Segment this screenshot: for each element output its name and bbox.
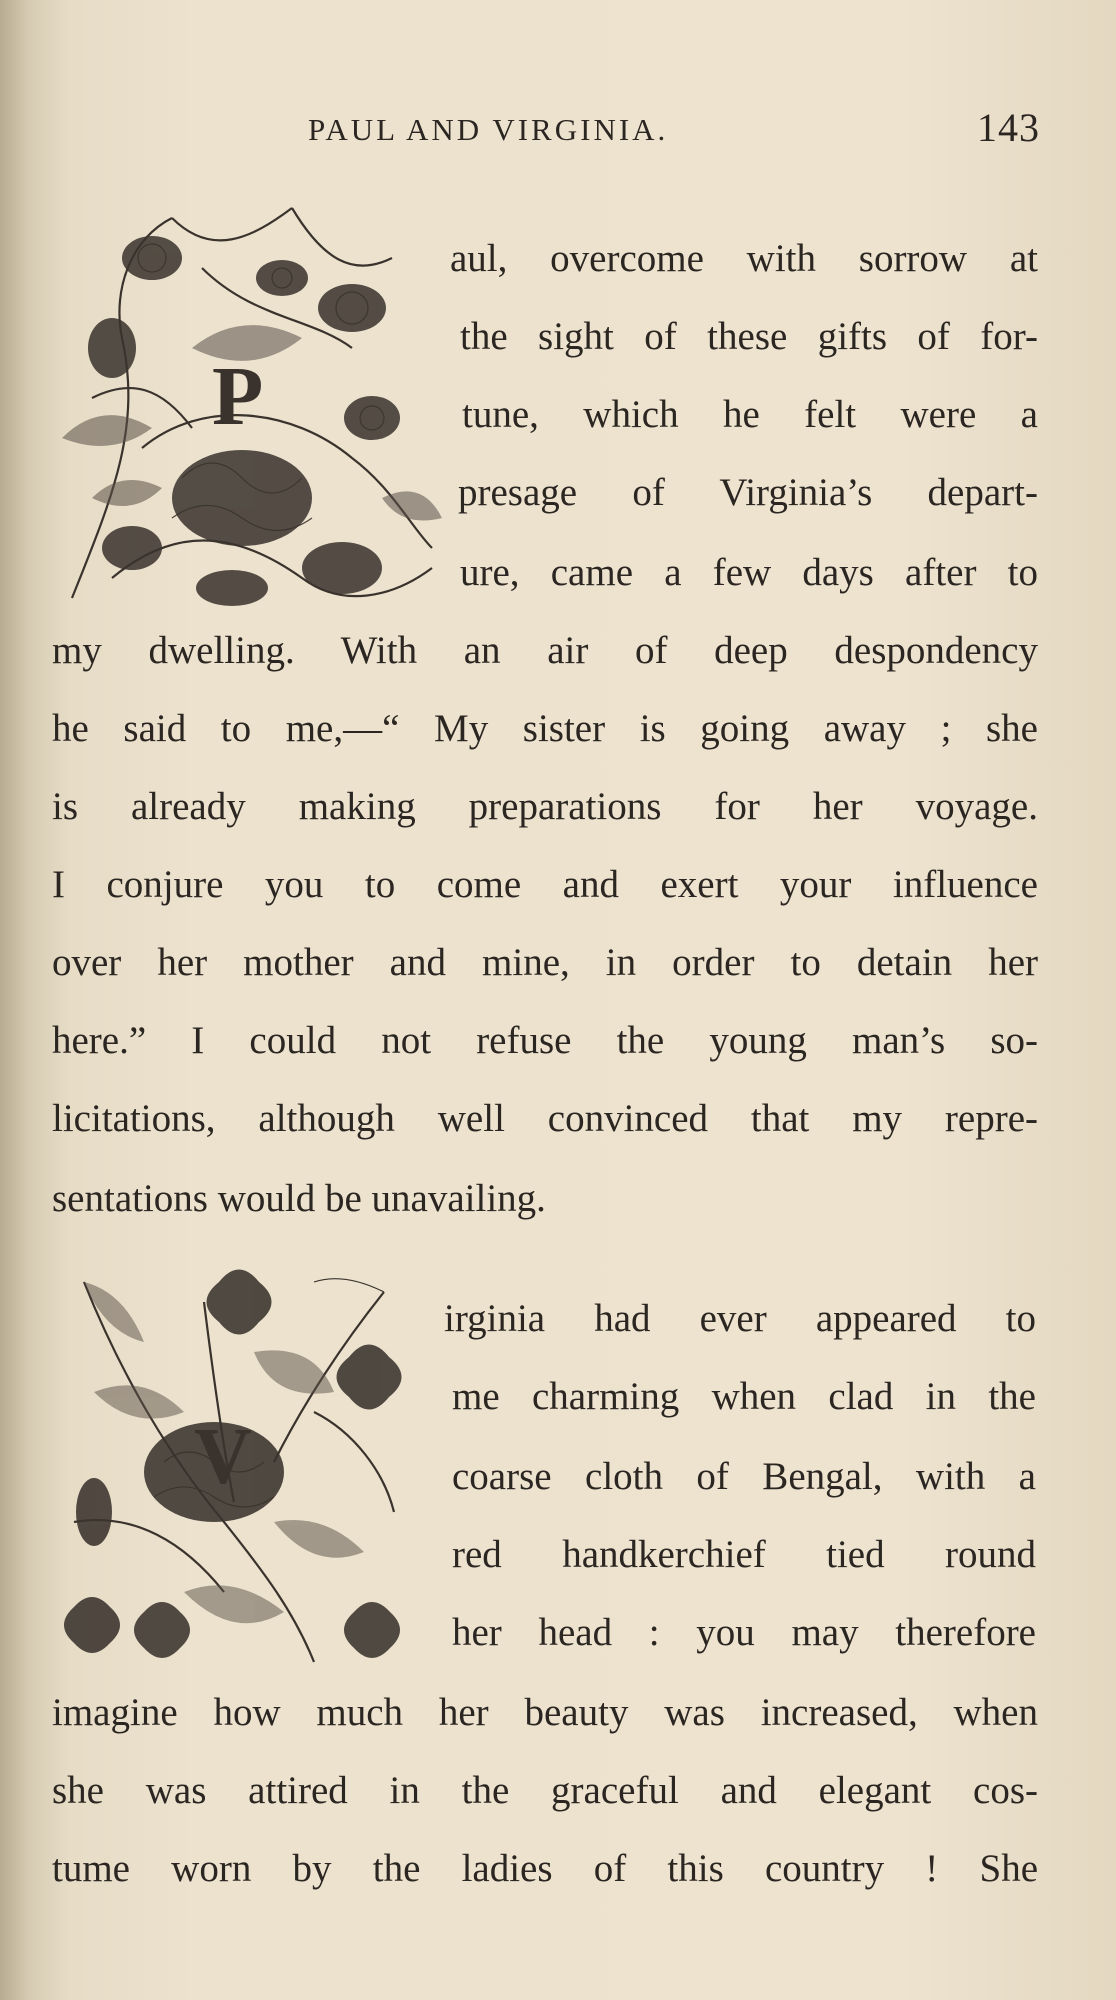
text-line: me charming when clad in the xyxy=(452,1375,1036,1418)
text-line: licitations, although well convinced that my repre- xyxy=(52,1097,1038,1140)
text-line: presage of Virginia’s depart- xyxy=(458,471,1038,514)
running-title: PAUL AND VIRGINIA. xyxy=(308,112,669,147)
text-line: aul, overcome with sorrow at xyxy=(450,237,1038,280)
text-line: is already making preparations for her voyage. xyxy=(52,785,1038,828)
text-line: sentations would be unavailing. xyxy=(52,1177,546,1220)
drop-cap-letter-v: V xyxy=(194,1413,252,1501)
text-line: imagine how much her beauty was increased, when xyxy=(52,1691,1038,1734)
text-line: over her mother and mine, in order to detain her xyxy=(52,941,1038,984)
text-line: red handkerchief tied round xyxy=(452,1533,1036,1576)
floral-initial-v-ornament xyxy=(54,1262,434,1674)
running-head xyxy=(58,104,1040,154)
drop-cap-letter-p: P xyxy=(212,350,264,443)
text-line: he said to me,—“ My sister is going away ; she xyxy=(52,707,1038,750)
text-line: ure, came a few days after to xyxy=(460,551,1038,594)
text-line: her head : you may therefore xyxy=(452,1611,1036,1654)
floral-initial-p-ornament xyxy=(52,198,452,618)
page-number: 143 xyxy=(977,105,1040,150)
text-line: coarse cloth of Bengal, with a xyxy=(452,1455,1036,1498)
text-line: the sight of these gifts of for- xyxy=(460,315,1038,358)
text-line: here.” I could not refuse the young man’s so- xyxy=(52,1019,1038,1062)
text-line: my dwelling. With an air of deep despondency xyxy=(52,629,1038,672)
text-line: irginia had ever appeared to xyxy=(444,1297,1036,1340)
text-line: tune, which he felt were a xyxy=(462,393,1038,436)
text-line: I conjure you to come and exert your influence xyxy=(52,863,1038,906)
text-line: she was attired in the graceful and elegant cos- xyxy=(52,1769,1038,1812)
text-line: tume worn by the ladies of this country ! She xyxy=(52,1847,1038,1890)
